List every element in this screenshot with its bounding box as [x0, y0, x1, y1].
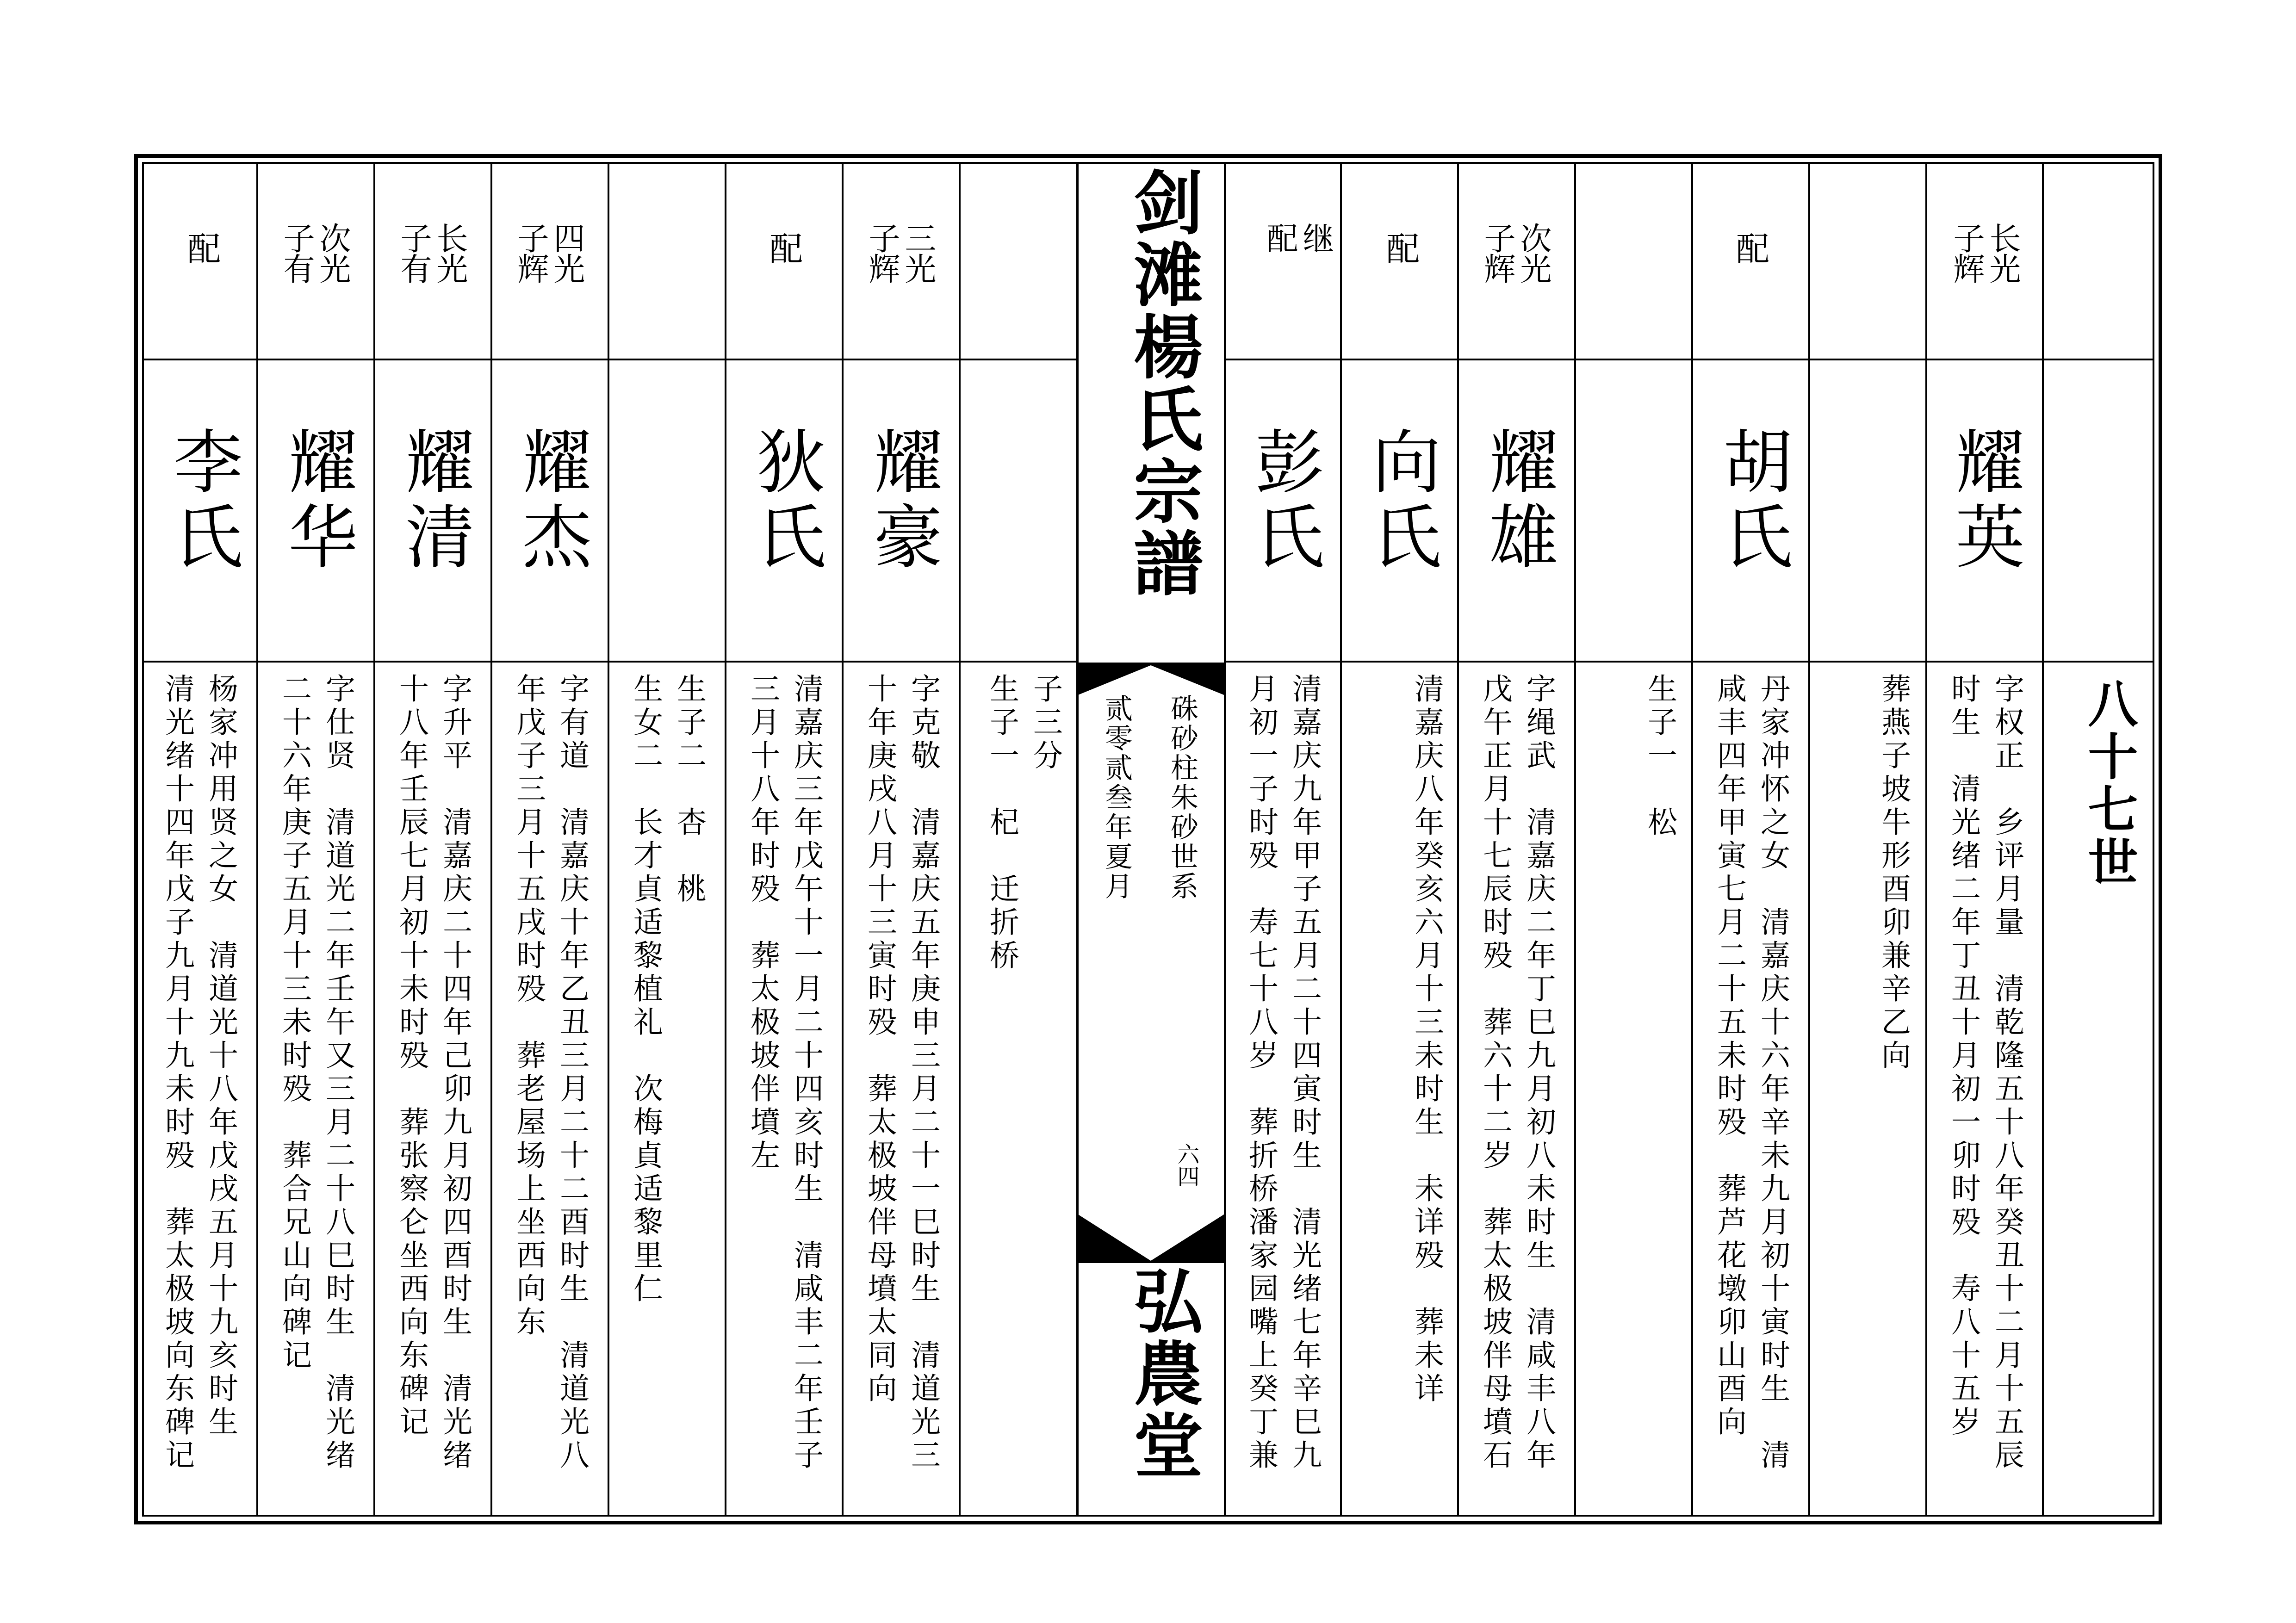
- entry-text: 生子一 松: [1643, 673, 1677, 840]
- spine-right-border: [1224, 162, 1226, 1517]
- entry-text: 字克敬 清嘉庆五年庚申三月二十一巳时生 清道光三 十年庚戌八月十三寅时殁 葬太极坡伴母墳太同向: [863, 673, 940, 1473]
- column-divider: [2042, 162, 2044, 1517]
- column-divider: [1340, 162, 1342, 1517]
- column-divider: [1808, 162, 1810, 1517]
- book-title: 剑滩楊氏宗譜: [1122, 167, 1203, 600]
- header-row-divider-right: [1226, 359, 2153, 360]
- entry-text: 生子二 杏 桃 生女二 长才貞适黎植礼 次梅貞适黎里仁: [628, 673, 706, 1306]
- entry-role: 次光 子有: [278, 222, 351, 283]
- entry-role: 长光 子有: [395, 222, 468, 283]
- entry-role: 配: [1731, 231, 1769, 264]
- entry-name: 向氏: [1360, 426, 1440, 576]
- column-divider: [256, 162, 258, 1517]
- entry-text: 丹家冲怀之女 清嘉庆十六年辛未九月初十寅时生 清 咸丰四年甲寅七月二十五未时殁 葬芦花墩卯山酉向: [1712, 673, 1790, 1473]
- column-divider: [373, 162, 375, 1517]
- entry-role: 配: [1381, 231, 1420, 264]
- entry-name: 耀华: [276, 426, 357, 576]
- entry-role: 配: [764, 231, 803, 264]
- page-number: 六四: [1173, 1143, 1199, 1187]
- entry-text: 清嘉庆三年戊午十一月二十四亥时生 清咸丰二年壬子 三月十八年时殁 葬太极坡伴墳左: [745, 673, 823, 1473]
- entry-text: 清嘉庆九年甲子五月二十四寅时生 清光绪七年辛巳九 月初一子时殁 寿七十八岁 葬折桥潘家园嘴上癸丁兼: [1244, 673, 1322, 1473]
- entry-text: 字升平 清嘉庆二十四年己卯九月初四酉时生 清光绪 十八年壬辰七月初十未时殁 葬张察仑坐西向东碑记: [394, 673, 472, 1473]
- hall-name: 弘農堂: [1122, 1265, 1203, 1482]
- spine-bottom-chevron: [1078, 1214, 1224, 1263]
- entry-text: 清嘉庆八年癸亥六月十三未时生 未详殁 葬未详: [1409, 673, 1444, 1406]
- entry-text: 字仕贤 清道光二年壬午又三月二十八巳时生 清光绪 二十六年庚子五月十三未时殁 葬合兄山向碑记: [277, 673, 355, 1473]
- column-divider: [1574, 162, 1576, 1517]
- entry-name: 耀清: [393, 426, 474, 576]
- entry-role: 长光 子辉: [1948, 222, 2021, 283]
- branch-label: 硃砂柱朱砂世系: [1166, 694, 1198, 901]
- name-row-divider-right: [1226, 661, 2153, 663]
- spine-top-chevron: [1078, 663, 1224, 695]
- column-divider: [1457, 162, 1459, 1517]
- entry-name: 狄氏: [745, 426, 825, 576]
- column-divider: [842, 162, 844, 1517]
- column-divider: [959, 162, 961, 1517]
- entry-role: 继 配: [1261, 222, 1334, 253]
- entry-role: 四光 子辉: [512, 222, 585, 283]
- entry-role: 配: [182, 231, 221, 264]
- column-divider: [725, 162, 726, 1517]
- entry-text: 字有道 清嘉庆十年乙丑三月二十二酉时生 清道光八 年戊子三月十五戌时殁 葬老屋场上坐西向东: [511, 673, 589, 1473]
- column-divider: [1691, 162, 1693, 1517]
- entry-text: 杨家冲用贤之女 清道光十八年戊戌五月十九亥时生 清光绪十四年戊子九月十九未时殁 葬太极坡向东碑记: [160, 673, 238, 1473]
- entry-role: 三光 子辉: [863, 222, 936, 283]
- entry-text: 字权正 乡评月量 清乾隆五十八年癸丑十二月十五辰 时生 清光绪二年丁丑十月初一卯时殁 寿八十五岁: [1946, 673, 2024, 1473]
- spine-left-border: [1076, 162, 1079, 1517]
- entry-name: 耀杰: [510, 426, 591, 576]
- entry-text: 字绳武 清嘉庆二年丁巳九月初八未时生 清咸丰八年 戊午正月十七辰时殁 葬六十二岁 葬太极坡伴母墳石: [1478, 673, 1556, 1473]
- header-row-divider-left: [144, 359, 1077, 360]
- entry-role: 次光 子辉: [1479, 222, 1551, 283]
- entry-text: 子三分 生子一 杞 迁折桥: [985, 673, 1062, 973]
- generation-label: 八十七世: [2079, 678, 2138, 889]
- column-divider: [1925, 162, 1927, 1517]
- entry-name: 李氏: [161, 426, 242, 576]
- column-divider: [608, 162, 609, 1517]
- entry-name: 耀英: [1943, 426, 2024, 576]
- column-divider: [490, 162, 492, 1517]
- name-row-divider-left: [144, 661, 1077, 663]
- entry-name: 耀雄: [1477, 426, 1558, 576]
- entry-name: 彭氏: [1243, 426, 1323, 576]
- entry-text: 葬燕子坡牛形酉卯兼辛乙向: [1876, 673, 1911, 1073]
- compile-date: 贰零贰叁年夏月: [1100, 694, 1133, 901]
- entry-name: 耀豪: [862, 426, 942, 576]
- entry-name: 胡氏: [1711, 426, 1792, 576]
